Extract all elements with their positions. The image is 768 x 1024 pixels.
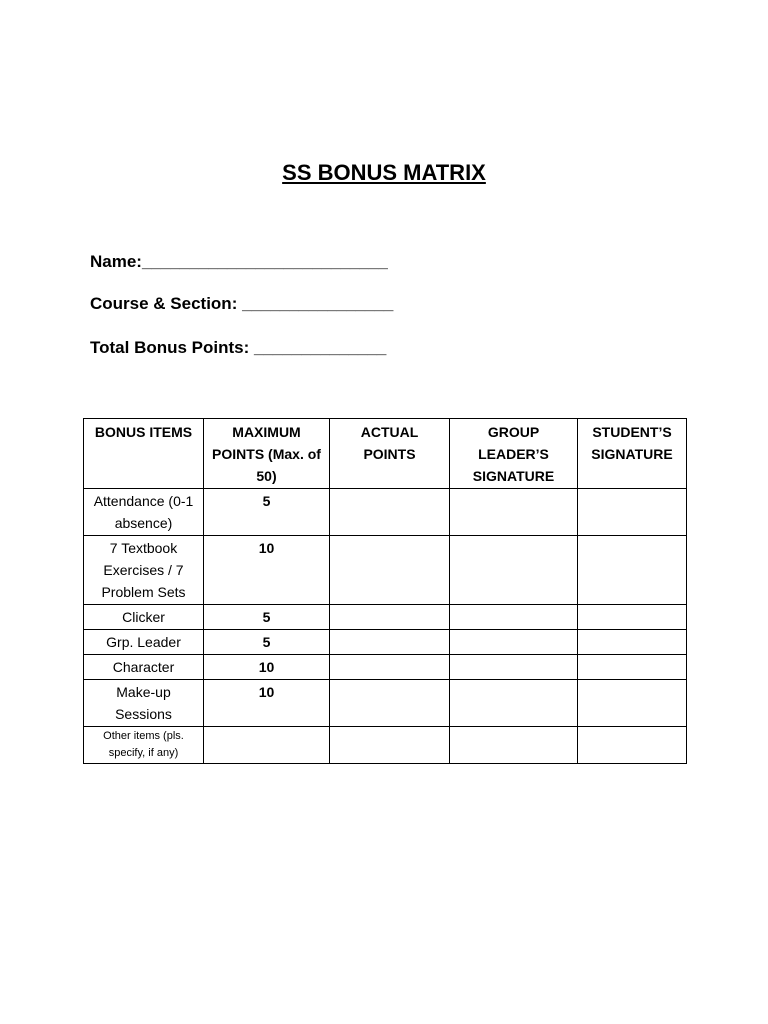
document-title: SS BONUS MATRIX xyxy=(282,160,486,185)
actual-points-cell xyxy=(330,536,450,605)
max-points-cell: 10 xyxy=(204,536,330,605)
student-signature-cell xyxy=(578,489,687,536)
student-signature-cell xyxy=(578,727,687,764)
group-leader-signature-cell xyxy=(450,655,578,680)
actual-points-cell xyxy=(330,630,450,655)
table-row xyxy=(84,680,687,727)
actual-points-cell xyxy=(330,655,450,680)
header-actual-points: ACTUAL POINTS xyxy=(330,419,450,489)
group-leader-signature-cell xyxy=(450,630,578,655)
table-row xyxy=(84,727,687,764)
table-header-row xyxy=(84,419,687,489)
bonus-item-cell: Clicker xyxy=(84,605,204,630)
header-bonus-items: BONUS ITEMS xyxy=(84,419,204,489)
bonus-item-cell: Attendance (0-1 absence) xyxy=(84,489,204,536)
max-points-cell: 5 xyxy=(204,605,330,630)
max-points-cell: 5 xyxy=(204,630,330,655)
group-leader-signature-cell xyxy=(450,489,578,536)
table-row xyxy=(84,655,687,680)
group-leader-signature-cell xyxy=(450,680,578,727)
course-section-field: Course & Section: ________________ xyxy=(90,294,394,313)
student-signature-cell xyxy=(578,680,687,727)
student-signature-cell xyxy=(578,536,687,605)
max-points-cell: 10 xyxy=(204,655,330,680)
bonus-matrix-table xyxy=(83,418,687,764)
name-field: Name:__________________________ xyxy=(90,252,388,271)
actual-points-cell xyxy=(330,680,450,727)
table-row xyxy=(84,630,687,655)
group-leader-signature-cell xyxy=(450,536,578,605)
group-leader-signature-cell xyxy=(450,605,578,630)
table-row xyxy=(84,489,687,536)
actual-points-cell xyxy=(330,489,450,536)
actual-points-cell xyxy=(330,727,450,764)
bonus-item-cell: Character xyxy=(84,655,204,680)
group-leader-signature-cell xyxy=(450,727,578,764)
header-maximum-points: MAXIMUM POINTS (Max. of 50) xyxy=(204,419,330,489)
bonus-item-cell: Grp. Leader xyxy=(84,630,204,655)
header-group-leader-signature: GROUP LEADER’S SIGNATURE xyxy=(450,419,578,489)
table-row xyxy=(84,605,687,630)
max-points-cell: 5 xyxy=(204,489,330,536)
student-signature-cell xyxy=(578,630,687,655)
actual-points-cell xyxy=(330,605,450,630)
bonus-item-cell: 7 Textbook Exercises / 7 Problem Sets xyxy=(84,536,204,605)
bonus-item-cell: Other items (pls. specify, if any) xyxy=(84,727,204,764)
total-bonus-points-field: Total Bonus Points: ______________ xyxy=(90,338,387,357)
student-signature-cell xyxy=(578,605,687,630)
table-row xyxy=(84,536,687,605)
max-points-cell xyxy=(204,727,330,764)
header-student-signature: STUDENT’S SIGNATURE xyxy=(578,419,687,489)
max-points-cell: 10 xyxy=(204,680,330,727)
student-signature-cell xyxy=(578,655,687,680)
bonus-item-cell: Make-up Sessions xyxy=(84,680,204,727)
